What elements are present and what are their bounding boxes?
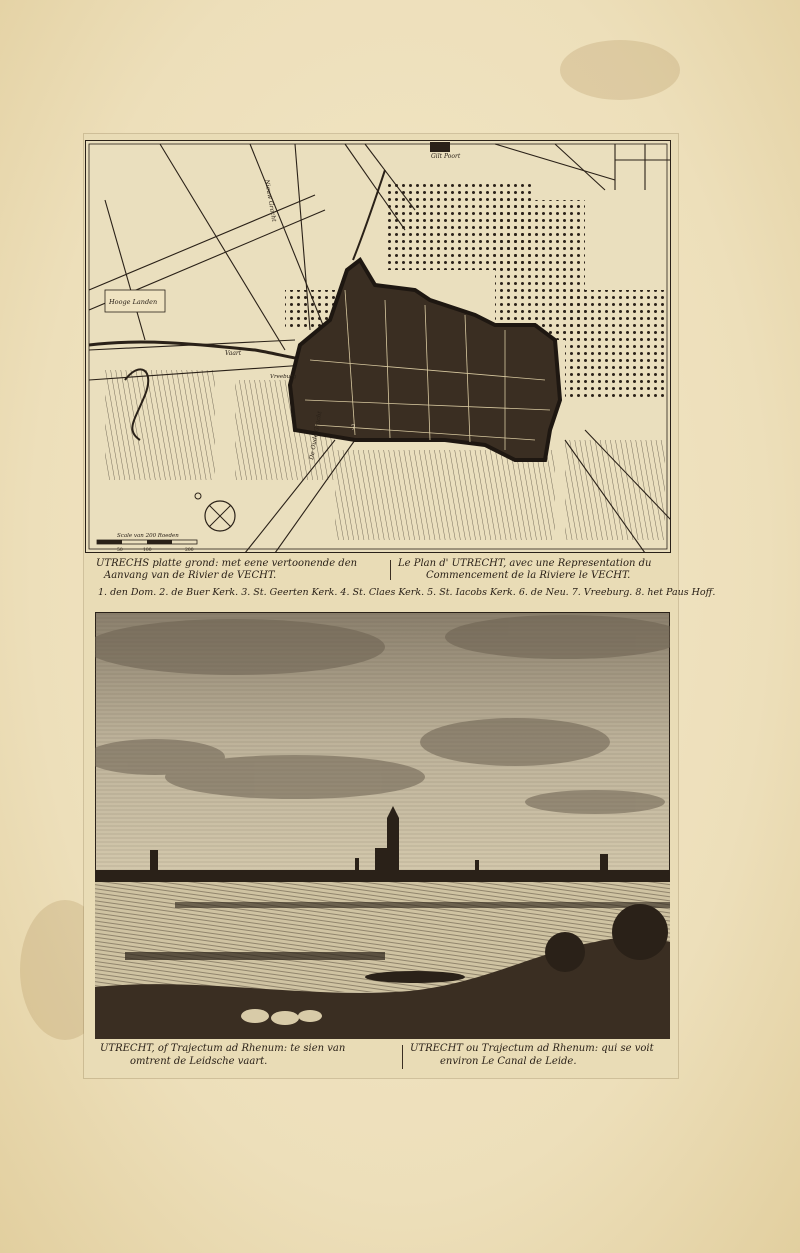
tree (612, 904, 668, 960)
view-caption-french-2: environ Le Canal de Leide. (440, 1056, 577, 1067)
map-caption-dutch-2: Aanvang van de Rivier de VECHT. (104, 570, 277, 581)
scale-title: Scale van 200 Roeden (117, 533, 179, 539)
map-caption-dutch-1: UTRECHS platte grond: met eene vertoonende den (96, 558, 358, 569)
label-nieuw-gracht: Nieuw Gracht (263, 179, 278, 223)
city-map (85, 140, 671, 553)
label-vaart: Vaart (225, 350, 242, 357)
map-caption-french-1: Le Plan d' UTRECHT, avec une Representation du (398, 558, 652, 569)
scale-tick: 100 (143, 548, 152, 553)
label-vreeburg: Vreeburg (270, 374, 297, 380)
map-legend: 1. den Dom. 2. de Buer Kerk. 3. St. Geerten Kerk. 4. St. Claes Kerk. 5. St. Iacobs Kerk. 6. de Neu. 7. Vreeburg. 8. het Paus Hoff. (98, 587, 716, 598)
map-caption-french-2: Commencement de la Riviere le VECHT. (426, 570, 631, 581)
caption-divider (390, 560, 391, 580)
label-oude-gracht: De Oude Gracht (308, 410, 324, 461)
view-caption-french-1: UTRECHT ou Trajectum ad Rhenum: qui se voit (410, 1043, 654, 1054)
label-seven: 7 (351, 424, 356, 432)
gilt-poort-gate (430, 142, 450, 152)
view-caption-dutch-2: omtrent de Leidsche vaart. (130, 1056, 268, 1067)
label-gilt-poort: Gilt Poort (431, 153, 461, 160)
city-view-engraving (95, 612, 670, 1039)
scale-tick: 50 (117, 548, 123, 553)
caption-divider (402, 1045, 403, 1069)
tree (545, 932, 585, 972)
view-caption-dutch-1: UTRECHT, of Trajectum ad Rhenum: te sien van (100, 1043, 346, 1054)
boat (365, 971, 465, 983)
scale-tick: 200 (185, 548, 194, 553)
stain (560, 40, 680, 100)
label-hooge-landen: Hooge Landen (109, 298, 158, 306)
